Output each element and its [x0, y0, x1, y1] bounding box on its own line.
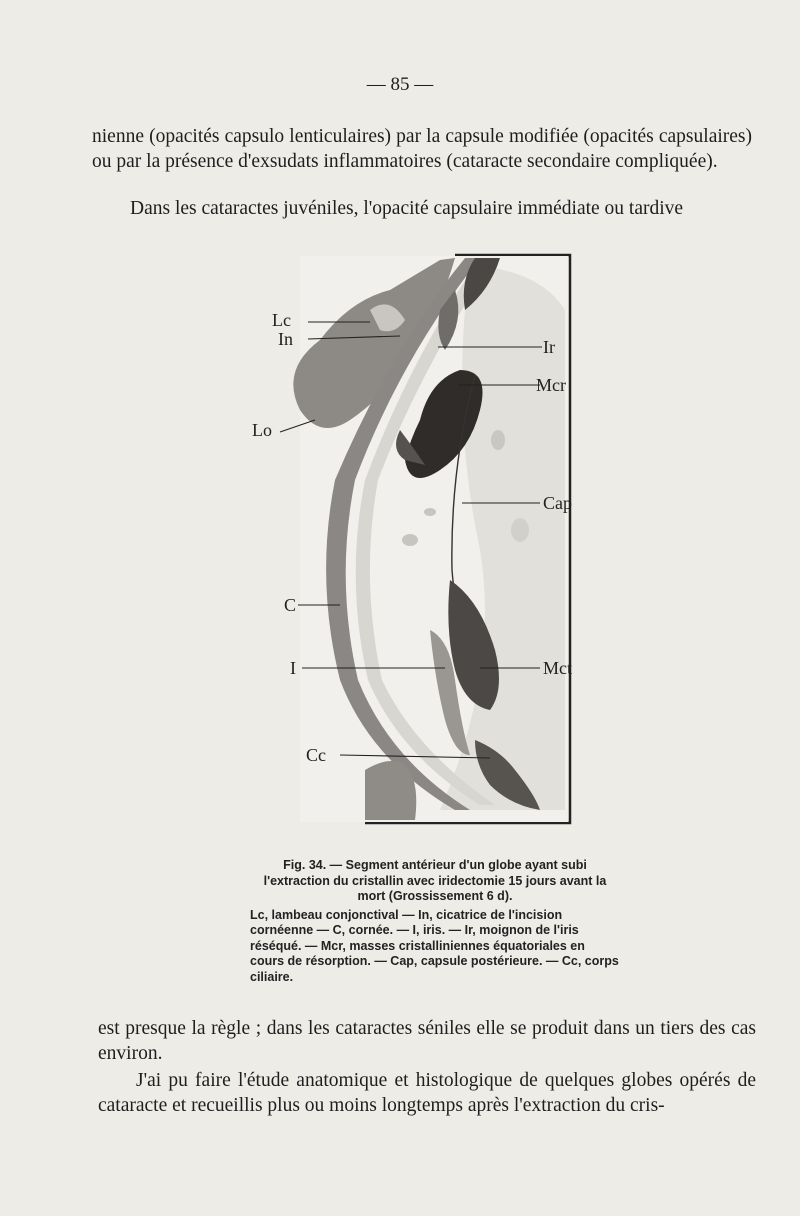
- anatomical-figure: [240, 250, 580, 830]
- paragraph-bottom-2: J'ai pu faire l'étude anatomique et histologique de quelques globes opérés de cataracte et recueillis plus ou moins longtemps après l'extraction du cris-: [98, 1070, 756, 1116]
- paragraph-top-2: Dans les cataractes juvéniles, l'opacité capsulaire immédiate ou tardive: [130, 198, 684, 219]
- label-lo: Lo: [252, 420, 272, 440]
- label-lc: Lc: [272, 310, 291, 330]
- label-mct: Mct: [543, 658, 572, 678]
- label-mcr: Mcr: [536, 375, 566, 395]
- label-c: C: [284, 595, 297, 615]
- label-i: I: [290, 658, 296, 678]
- page-number: — 85 —: [366, 74, 434, 95]
- label-cap: Cap: [543, 493, 572, 513]
- label-cc: Cc: [306, 745, 326, 765]
- label-ir: Ir: [543, 337, 555, 357]
- caption-legend: Lc, lambeau conjonctival — In, cicatrice de l'incision cornéenne — C, cornée. — I, iris. — Ir, moignon de l'iris réséqué. — Mcr, masses cristalliniennes équatoriales en cours de résorption. — Cap, capsule postérieure. — Cc, corps ciliaire.: [250, 907, 619, 984]
- paragraph-top-1: nienne (opacités capsulo lenticulaires) par la capsule modifiée (opacités capsulaires) ou par la présence d'exsudats inflammatoires (cataracte secondaire compliquée).: [92, 126, 752, 172]
- caption-title: Fig. 34. — Segment antérieur d'un globe ayant subi l'extraction du cristallin avec iridectomie 15 jours avant la mort (Grossissement 6 d).: [263, 858, 607, 903]
- label-in: In: [278, 329, 293, 349]
- figure-caption: [250, 858, 620, 985]
- paragraph-bottom-1: est presque la règle ; dans les cataractes séniles elle se produit dans un tiers des cas environ.: [98, 1018, 756, 1064]
